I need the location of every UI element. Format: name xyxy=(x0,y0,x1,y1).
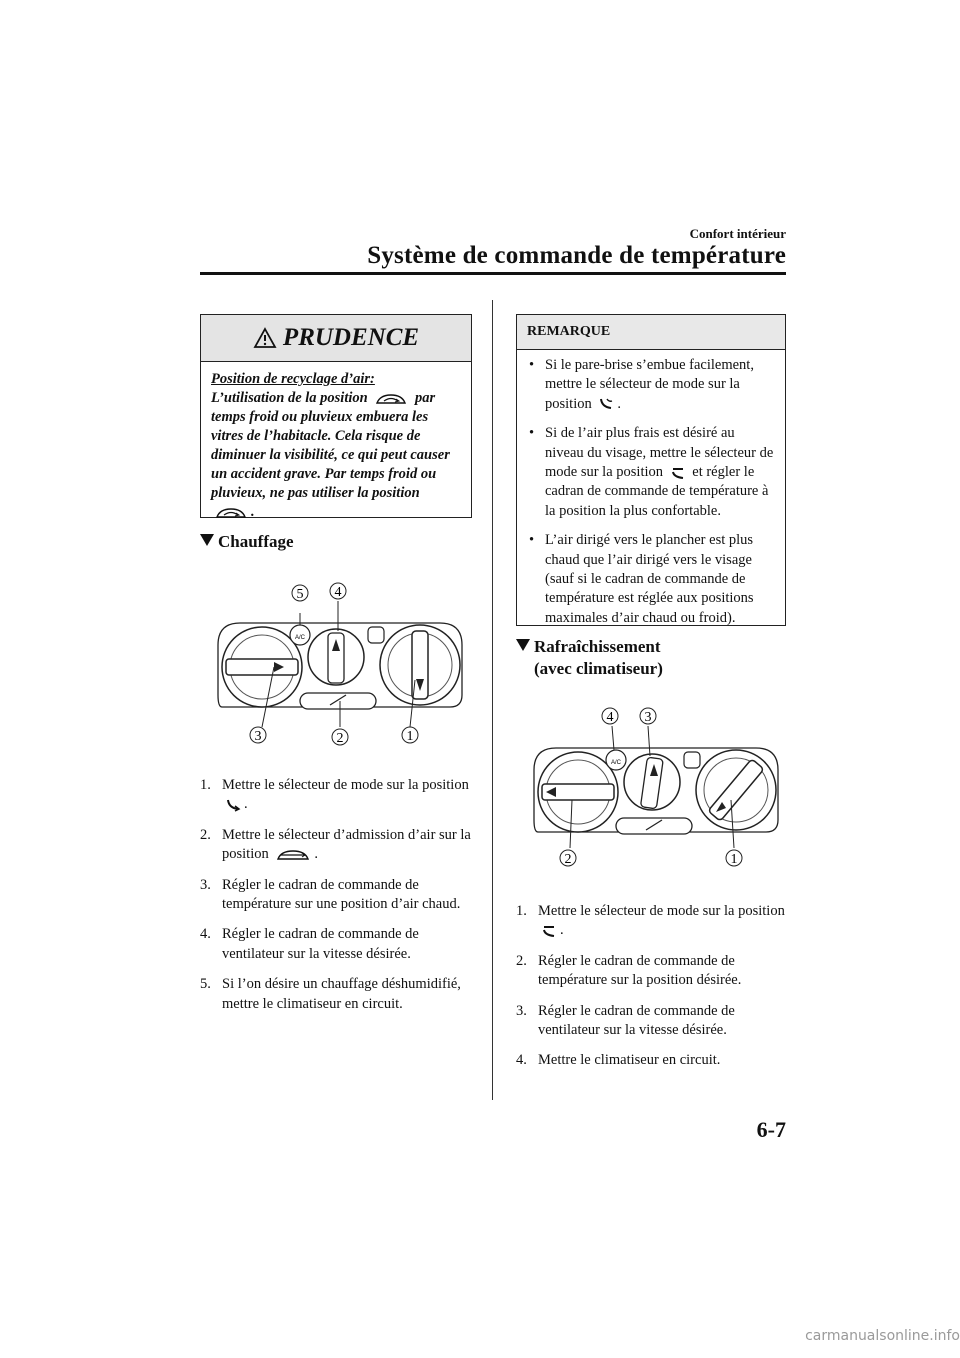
heating-heading: Chauffage xyxy=(200,531,294,553)
temperature-dial xyxy=(308,629,364,685)
callout-2: 2 xyxy=(336,731,344,746)
ac-button xyxy=(606,750,626,770)
note-box xyxy=(516,314,786,626)
warning-triangle-icon xyxy=(253,327,277,349)
list-item: 1. Mettre le sélecteur de mode sur la position . xyxy=(516,903,785,939)
caution-title: PRUDENCE xyxy=(282,324,420,351)
cooling-steps xyxy=(516,902,786,1082)
caution-text-1: L’utilisation de la position xyxy=(211,390,368,406)
list-item: 3. Régler le cadran de commande de température sur une position d’air chaud. xyxy=(200,876,461,913)
caution-text-end: . xyxy=(251,504,255,520)
callout-4: 4 xyxy=(334,585,342,600)
callout-3: 3 xyxy=(254,729,262,744)
section-label: Confort intérieur xyxy=(689,226,786,241)
list-item: 2. Mettre le sélecteur d’admission d’air sur la position . xyxy=(200,826,471,863)
callout-2: 2 xyxy=(564,852,572,867)
caution-text-2: par temps froid ou pluvieux embuera les vitres de l’habitacle. Cela risque de diminuer la visibilité, ce qui peut causer un accident grave. Par temps froid ou pluvieux, ne pas utiliser la position xyxy=(211,390,450,501)
bi-level-mode-icon xyxy=(670,466,686,480)
floor-defrost-mode-icon xyxy=(598,397,614,411)
fan-dial xyxy=(222,627,302,707)
note-list xyxy=(517,350,785,628)
list-item: 2. Régler le cadran de commande de température sur la position désirée. xyxy=(516,952,742,989)
recirculation-icon xyxy=(374,392,408,406)
temperature-dial xyxy=(624,754,680,810)
caution-subheading: Position de recyclage d’air: xyxy=(211,371,375,387)
list-item: 1. Mettre le sélecteur de mode sur la position . xyxy=(200,777,469,813)
list-item: 5. Si l’on désire un chauffage déshumidifié, mettre le climatiseur en circuit. xyxy=(200,976,461,1012)
caution-box xyxy=(200,314,472,518)
list-item: • Si le pare-brise s’embue facilement, mettre le sélecteur de mode sur la position . xyxy=(529,356,775,414)
callout-3: 3 xyxy=(644,710,652,725)
rear-defrost-button xyxy=(684,752,700,768)
air-intake-lever xyxy=(300,693,376,709)
ac-button xyxy=(290,625,310,645)
callout-5: 5 xyxy=(296,587,304,602)
note-title: REMARQUE xyxy=(517,315,785,350)
cooling-control-panel-diagram xyxy=(516,700,786,876)
air-intake-lever xyxy=(616,818,692,834)
ac-label: A/C xyxy=(294,635,306,641)
recirculation-icon xyxy=(214,506,248,520)
fresh-air-icon xyxy=(275,848,311,862)
list-item: 4. Mettre le climatiseur en circuit. xyxy=(516,1052,721,1069)
caution-header xyxy=(201,315,471,362)
column-divider xyxy=(492,300,493,1100)
list-item: • L’air dirigé vers le plancher est plus chaud que l’air dirigé vers le visage (sauf si le cadran de commande de température est réglée aux positions maximales d’air chaud ou froid). xyxy=(529,531,775,628)
callout-4: 4 xyxy=(606,710,614,725)
callout-1: 1 xyxy=(730,852,738,867)
list-item: 3. Régler le cadran de commande de ventilateur sur la vitesse désirée. xyxy=(516,1002,735,1039)
mode-dial xyxy=(696,750,776,830)
ac-label: A/C xyxy=(610,760,622,766)
title-rule xyxy=(200,272,786,275)
triangle-marker-icon xyxy=(200,534,214,546)
bi-level-mode-icon xyxy=(541,924,557,938)
triangle-marker-icon xyxy=(516,639,530,651)
watermark: carmanualsonline.info xyxy=(805,1328,960,1344)
page-number: 6-7 xyxy=(756,1117,786,1142)
heating-steps xyxy=(200,776,472,1025)
mode-dial xyxy=(380,625,460,705)
rear-defrost-button xyxy=(368,627,384,643)
fan-dial xyxy=(538,752,618,832)
cooling-heading: Rafraîchissement (avec climatiseur) xyxy=(516,636,663,680)
caution-body xyxy=(201,362,471,522)
list-item: • Si de l’air plus frais est désiré au niveau du visage, mettre le sélecteur de mode sur la position et régler le cadran de commande de température à la position la plus confortable. xyxy=(529,424,775,521)
callout-1: 1 xyxy=(406,729,414,744)
page-title: Système de commande de température xyxy=(367,242,786,269)
list-item: 4. Régler le cadran de commande de ventilateur sur la vitesse désirée. xyxy=(200,926,419,962)
heating-control-panel-diagram xyxy=(200,575,472,755)
floor-mode-icon xyxy=(225,798,241,812)
